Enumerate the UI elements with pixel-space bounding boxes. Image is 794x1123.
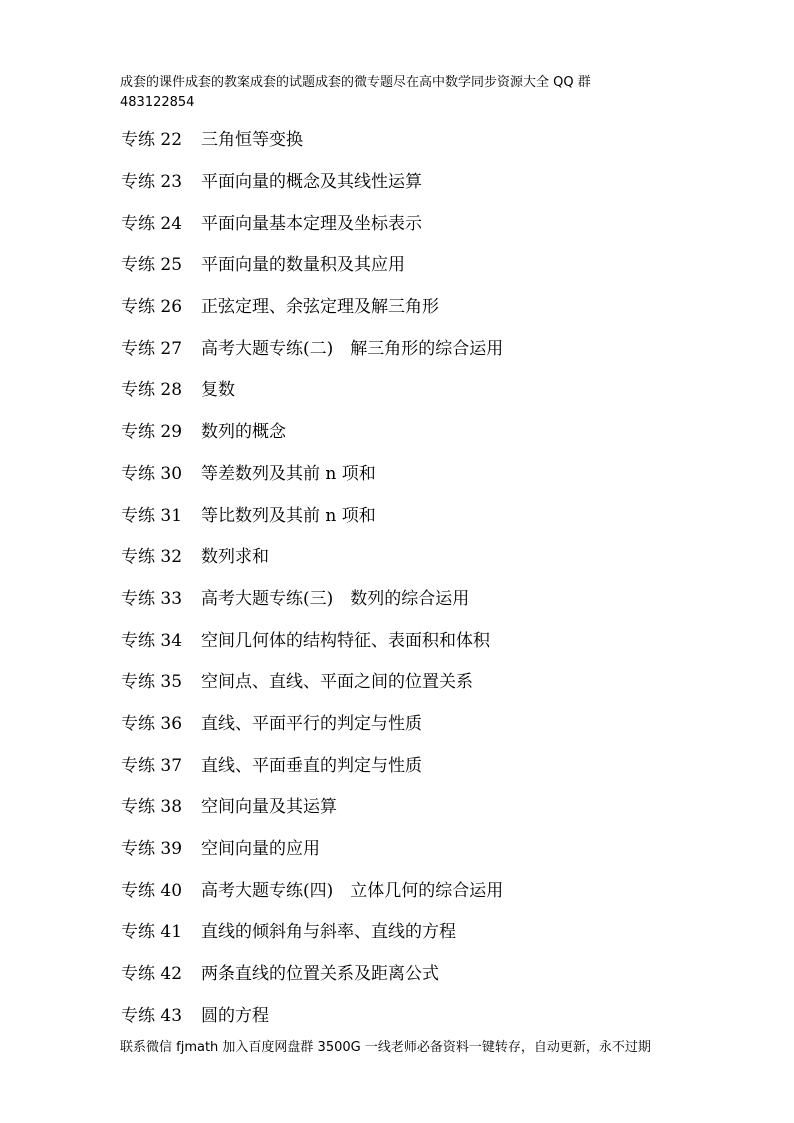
exercise-code: 专练 40 [121,880,183,901]
exercise-title: 数列的概念 [201,422,286,443]
exercise-title: 空间点、直线、平面之间的位置关系 [201,672,473,693]
exercise-code: 专练 28 [121,380,183,401]
exercise-title: 平面向量的数量积及其应用 [201,255,405,276]
exercise-title: 空间几何体的结构特征、表面积和体积 [201,630,490,651]
exercise-entry [121,117,721,159]
exercise-code: 专练 43 [121,1005,183,1026]
exercise-code: 专练 42 [121,964,183,985]
exercise-code: 专练 34 [121,630,183,651]
exercise-entry [121,284,721,326]
exercise-entry [121,534,721,576]
exercise-entry [121,742,721,784]
exercise-entry [121,451,721,493]
exercise-entry [121,159,721,201]
exercise-entry [121,659,721,701]
exercise-code: 专练 26 [121,297,183,318]
exercise-title: 等比数列及其前 n 项和 [201,505,376,526]
exercise-title: 空间向量的应用 [201,839,320,860]
exercise-entry [121,409,721,451]
exercise-code: 专练 32 [121,547,183,568]
exercise-entry [121,951,721,993]
exercise-entry [121,492,721,534]
exercise-title: 平面向量的概念及其线性运算 [201,172,422,193]
exercise-code: 专练 37 [121,755,183,776]
exercise-list [121,117,721,1034]
exercise-code: 专练 41 [121,922,183,943]
exercise-code: 专练 25 [121,255,183,276]
exercise-code: 专练 38 [121,797,183,818]
exercise-title: 高考大题专练(三) 数列的综合运用 [201,588,470,609]
exercise-code: 专练 35 [121,672,183,693]
exercise-entry [121,367,721,409]
exercise-entry [121,992,721,1034]
page-footer: 联系微信 fjmath 加入百度网盘群 3500G 一线老师必备资料一键转存，自动更新，永不过期 [120,1040,651,1055]
exercise-title: 等差数列及其前 n 项和 [201,463,376,484]
exercise-entry [121,826,721,868]
exercise-code: 专练 31 [121,505,183,526]
exercise-entry [121,784,721,826]
exercise-code: 专练 29 [121,422,183,443]
exercise-title: 复数 [201,380,235,401]
exercise-title: 高考大题专练(二) 解三角形的综合运用 [201,338,504,359]
exercise-title: 两条直线的位置关系及距离公式 [201,964,439,985]
exercise-title: 圆的方程 [201,1005,269,1026]
page-header [120,73,680,113]
exercise-code: 专练 24 [121,213,183,234]
exercise-code: 专练 23 [121,172,183,193]
exercise-code: 专练 36 [121,713,183,734]
exercise-entry [121,909,721,951]
exercise-code: 专练 27 [121,338,183,359]
exercise-title: 直线的倾斜角与斜率、直线的方程 [201,922,456,943]
exercise-title: 正弦定理、余弦定理及解三角形 [201,297,439,318]
exercise-code: 专练 22 [121,130,183,151]
exercise-entry [121,867,721,909]
exercise-code: 专练 30 [121,463,183,484]
exercise-entry [121,242,721,284]
exercise-title: 平面向量基本定理及坐标表示 [201,213,422,234]
exercise-entry [121,325,721,367]
exercise-title: 三角恒等变换 [201,130,303,151]
exercise-entry [121,701,721,743]
exercise-entry [121,576,721,618]
exercise-entry [121,617,721,659]
exercise-title: 空间向量及其运算 [201,797,337,818]
header-line-2: 483122854 [120,95,195,110]
exercise-code: 专练 39 [121,839,183,860]
header-line-1: 成套的课件成套的教案成套的试题成套的微专题尽在高中数学同步资源大全 QQ 群 [120,75,591,90]
exercise-title: 数列求和 [201,547,269,568]
exercise-entry [121,200,721,242]
exercise-code: 专练 33 [121,588,183,609]
exercise-title: 直线、平面平行的判定与性质 [201,713,422,734]
exercise-title: 直线、平面垂直的判定与性质 [201,755,422,776]
exercise-title: 高考大题专练(四) 立体几何的综合运用 [201,880,504,901]
